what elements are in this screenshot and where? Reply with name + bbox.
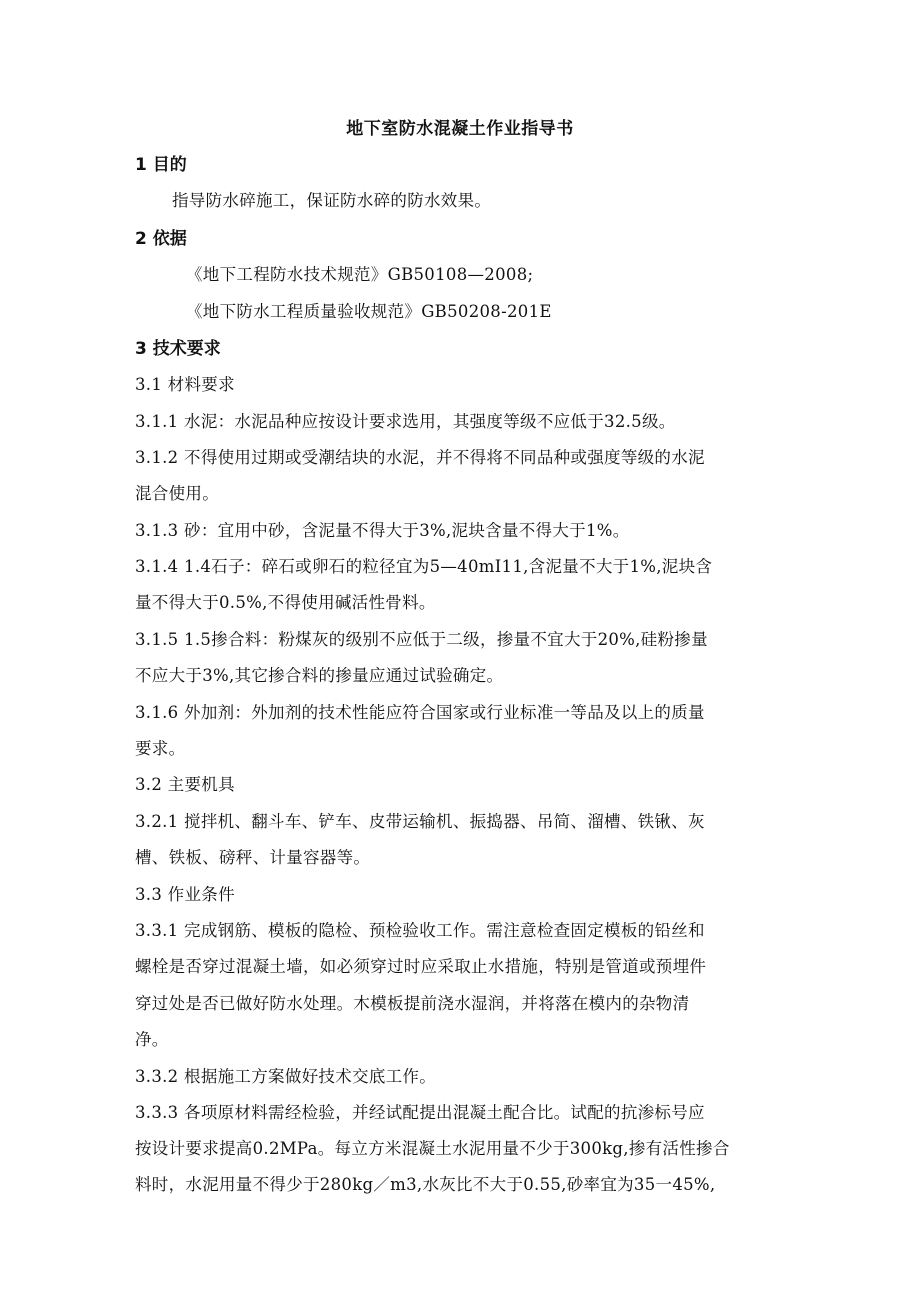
item-3-3-3-line-3: 料时，水泥用量不得少于280kg／m3,水灰比不大于0.55,砂率宜为35一45%, bbox=[135, 1175, 716, 1194]
item-3-1-5-line-1: 3.1.5 1.5掺合料：粉煤灰的级别不应低于二级，掺量不宜大于20%,硅粉掺量 bbox=[135, 630, 708, 649]
item-3-1-6-line-2: 要求。 bbox=[135, 739, 186, 758]
item-3-1-2-line-1: 3.1.2 不得使用过期或受潮结块的水泥，并不得将不同品种或强度等级的水泥 bbox=[135, 448, 705, 467]
item-3-3-1-line-3: 穿过处是否已做好防水处理。木模板提前浇水湿润，并将落在模内的杂物清 bbox=[135, 994, 690, 1013]
section-2-heading: 2 依据 bbox=[135, 229, 187, 249]
subsection-3-1: 3.1 材料要求 bbox=[135, 375, 235, 394]
item-3-3-2: 3.3.2 根据施工方案做好技术交底工作。 bbox=[135, 1067, 437, 1086]
item-3-3-1-line-2: 螺栓是否穿过混凝土墙，如必须穿过时应采取止水措施，特别是管道或预埋件 bbox=[135, 957, 707, 976]
item-3-1-4-line-1: 3.1.4 1.4石子：碎石或卵石的粒径宜为5—40mI11,含泥量不大于1%,泥块含 bbox=[135, 557, 713, 576]
item-3-2-1-line-2: 槽、铁板、磅秤、计量容器等。 bbox=[135, 848, 371, 867]
item-3-1-6-line-1: 3.1.6 外加剂：外加剂的技术性能应符合国家或行业标准一等品及以上的质量 bbox=[135, 703, 705, 722]
item-3-1-4-line-2: 量不得大于0.5%,不得使用碱活性骨料。 bbox=[135, 593, 436, 612]
item-3-2-1-line-1: 3.2.1 搅拌机、翻斗车、铲车、皮带运输机、振捣器、吊简、溜槽、铁锹、灰 bbox=[135, 812, 705, 831]
item-3-1-2-line-2: 混合使用。 bbox=[135, 484, 219, 503]
item-3-3-1-line-1: 3.3.1 完成钢筋、模板的隐检、预检验收工作。需注意检查固定模板的铅丝和 bbox=[135, 921, 705, 940]
section-1-heading: 1 目的 bbox=[135, 155, 187, 175]
item-3-1-1: 3.1.1 水泥：水泥品种应按设计要求选用，其强度等级不应低于32.5级。 bbox=[135, 412, 676, 431]
subsection-3-3: 3.3 作业条件 bbox=[135, 885, 235, 904]
item-3-1-5-line-2: 不应大于3%,其它掺合料的掺量应通过试验确定。 bbox=[135, 666, 504, 685]
item-3-3-3-line-1: 3.3.3 各项原材料需经检验，并经试配提出混凝土配合比。试配的抗渗标号应 bbox=[135, 1103, 705, 1122]
subsection-3-2: 3.2 主要机具 bbox=[135, 775, 235, 794]
reference-2: 《地下防水工程质量验收规范》GB50208-201E bbox=[186, 302, 552, 321]
item-3-3-3-line-2: 按设计要求提高0.2MPa。每立方米混凝土水泥用量不少于300kg,掺有活性掺合 bbox=[135, 1139, 730, 1158]
section-3-heading: 3 技术要求 bbox=[135, 339, 221, 359]
section-1-text: 指导防水碎施工，保证防水碎的防水效果。 bbox=[172, 191, 492, 210]
item-3-1-3: 3.1.3 砂：宜用中砂，含泥量不得大于3%,泥块含量不得大于1%。 bbox=[135, 521, 630, 540]
reference-1: 《地下工程防水技术规范》GB50108—2008; bbox=[186, 265, 534, 284]
document-title: 地下室防水混凝土作业指导书 bbox=[346, 119, 574, 139]
item-3-3-1-line-4: 净。 bbox=[135, 1030, 169, 1049]
